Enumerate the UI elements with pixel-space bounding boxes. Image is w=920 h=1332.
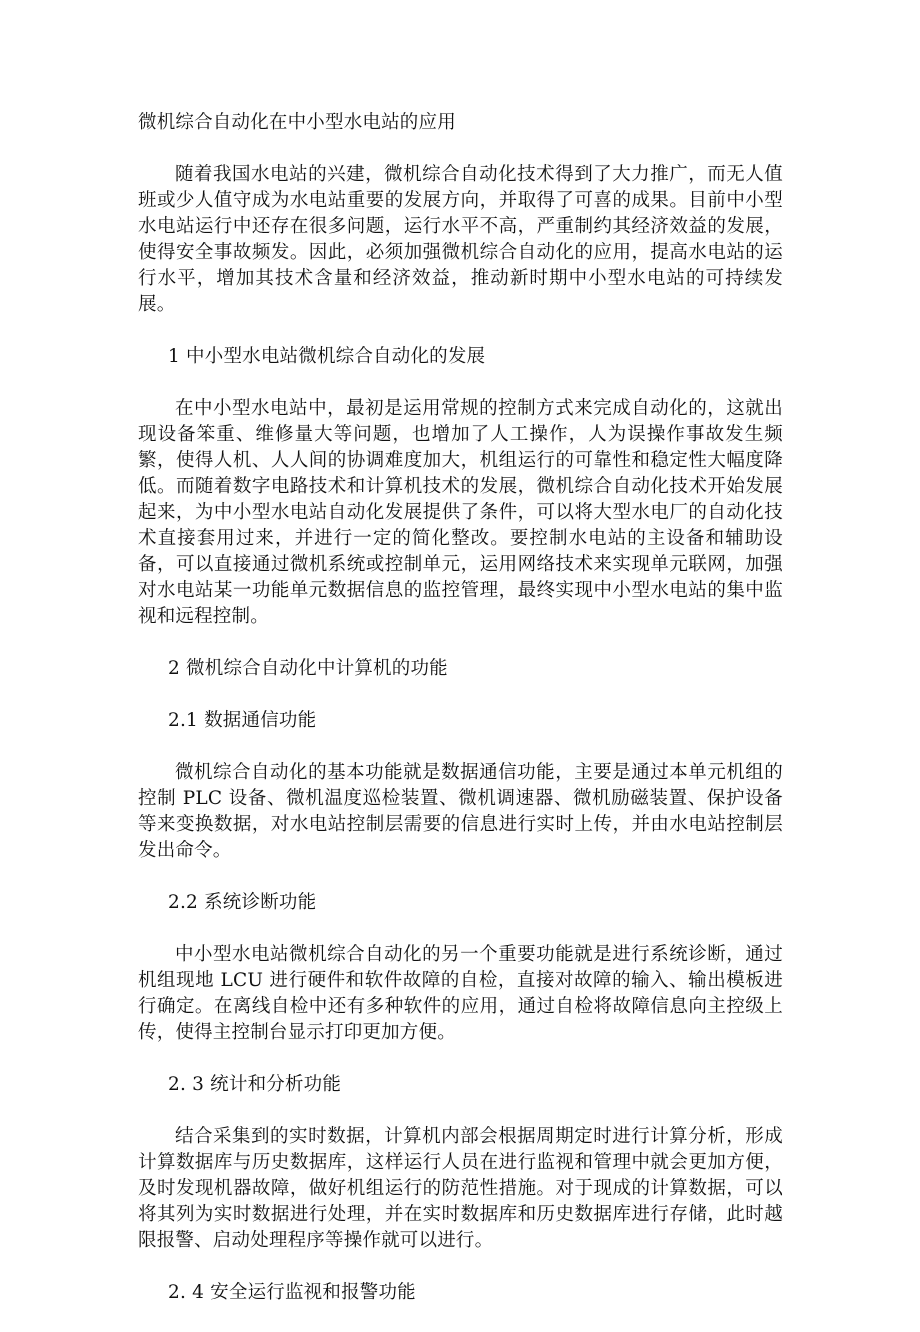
section-1-heading: 1 中小型水电站微机综合自动化的发展 xyxy=(168,346,486,367)
section-2-3-paragraph: 结合采集到的实时数据，计算机内部会根据周期定时进行计算分析，形成计算数据库与历史数据库，这样运行人员在进行监视和管理中就会更加方便，及时发现机器故障，做好机组运行的防范性措施。对于现成的计算数据，可以将其列为实时数据进行处理，并在实时数据库和历史数据库进行存储，此时越限报警、启动处理程序等操作就可以进行。 xyxy=(138,1126,783,1251)
section-2-heading: 2 微机综合自动化中计算机的功能 xyxy=(168,658,448,679)
document-title: 微机综合自动化在中小型水电站的应用 xyxy=(138,112,456,133)
document-content xyxy=(138,110,783,1332)
section-2-4-heading: 2. 4 安全运行监视和报警功能 xyxy=(168,1282,416,1303)
section-2-1-heading: 2.1 数据通信功能 xyxy=(168,710,317,731)
section-2-2-heading: 2.2 系统诊断功能 xyxy=(168,892,317,913)
section-2-3-heading: 2. 3 统计和分析功能 xyxy=(168,1074,342,1095)
section-2-2-paragraph: 中小型水电站微机综合自动化的另一个重要功能就是进行系统诊断，通过机组现地 LCU 进行硬件和软件故障的自检，直接对故障的输入、输出模板进行确定。在离线自检中还有多种软件的应用，通过自检将故障信息向主控级上传，使得主控制台显示打印更加方便。 xyxy=(138,944,783,1043)
section-2-1-paragraph: 微机综合自动化的基本功能就是数据通信功能，主要是通过本单元机组的控制 PLC 设备、微机温度巡检装置、微机调速器、微机励磁装置、保护设备等来变换数据，对水电站控制层需要的信息进行实时上传，并由水电站控制层发出命令。 xyxy=(138,762,783,861)
section-1-paragraph: 在中小型水电站中，最初是运用常规的控制方式来完成自动化的，这就出现设备笨重、维修量大等问题，也增加了人工操作，人为误操作事故发生频繁，使得人机、人人间的协调难度加大，机组运行的可靠性和稳定性大幅度降低。而随着数字电路技术和计算机技术的发展，微机综合自动化技术开始发展起来，为中小型水电站自动化发展提供了条件，可以将大型水电厂的自动化技术直接套用过来，并进行一定的简化整改。要控制水电站的主设备和辅助设备，可以直接通过微机系统或控制单元，运用网络技术来实现单元联网，加强对水电站某一功能单元数据信息的监控管理，最终实现中小型水电站的集中监视和远程控制。 xyxy=(138,398,783,627)
intro-paragraph: 随着我国水电站的兴建，微机综合自动化技术得到了大力推广，而无人值班或少人值守成为水电站重要的发展方向，并取得了可喜的成果。目前中小型水电站运行中还存在很多问题，运行水平不高，严重制约其经济效益的发展，使得安全事故频发。因此，必须加强微机综合自动化的应用，提高水电站的运行水平，增加其技术含量和经济效益，推动新时期中小型水电站的可持续发展。 xyxy=(138,164,783,315)
